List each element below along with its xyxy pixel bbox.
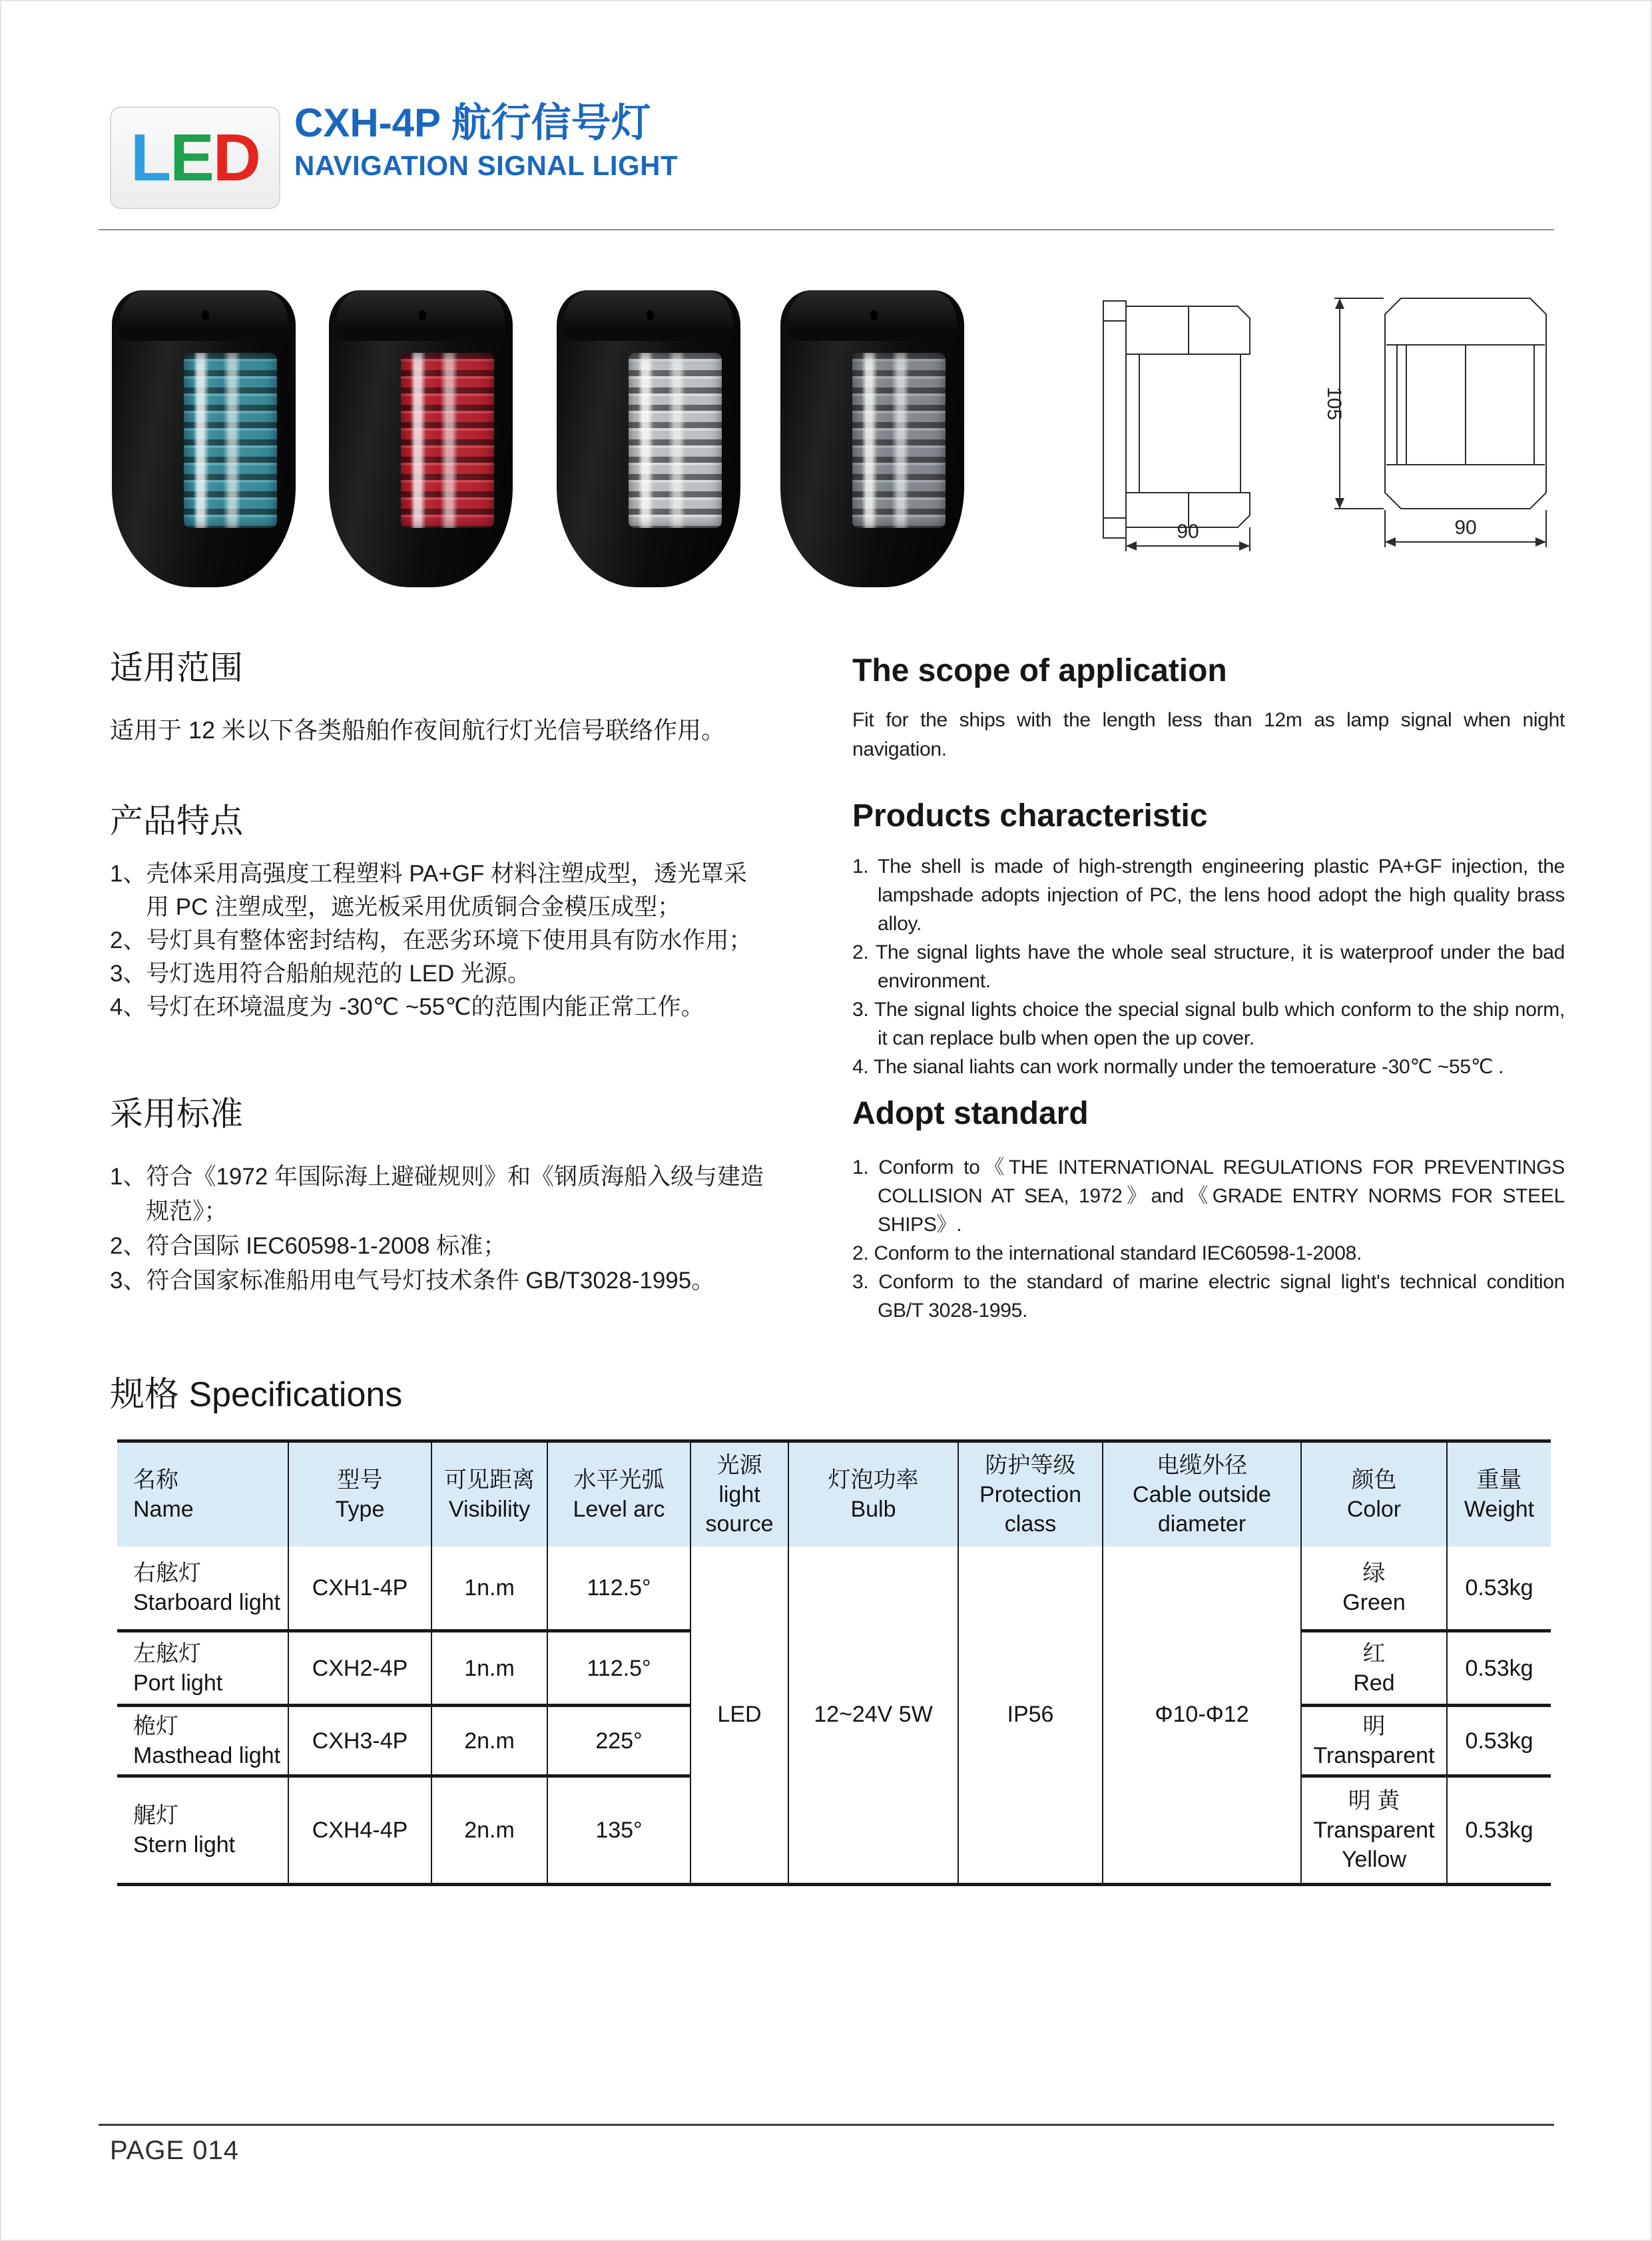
- features-en-list: [852, 852, 1565, 1081]
- cell-visibility: 2n.m: [431, 1706, 547, 1776]
- front-height-dimension-label: 105: [1323, 386, 1345, 421]
- section-title: The scope of application: [852, 653, 1227, 688]
- standards-cn-list: [110, 1160, 766, 1298]
- cell-name: 桅灯 Masthead light: [117, 1706, 288, 1776]
- table-header-row: [117, 1441, 1551, 1547]
- footer-divider: [99, 2124, 1554, 2126]
- section-title: Products characteristic: [852, 798, 1208, 834]
- cell-visibility: 2n.m: [431, 1776, 547, 1885]
- section-features-cn: [110, 802, 766, 841]
- cell-color: 明 Transparent: [1301, 1706, 1447, 1776]
- cell-name: 艉灯 Stern light: [117, 1776, 288, 1885]
- led-logo: [110, 107, 280, 209]
- logo-letter-l: L: [130, 120, 170, 195]
- cell-cable-diameter: Φ10-Φ12: [1103, 1547, 1301, 1885]
- transparent-lens: [629, 353, 722, 528]
- section-features-en: [852, 798, 1565, 834]
- dimension-drawing-front-view: [1305, 286, 1558, 559]
- cell-weight: 0.53kg: [1447, 1706, 1551, 1776]
- section-title: 产品特点: [110, 802, 243, 840]
- cell-color: 明 黄 Transparent Yellow: [1301, 1776, 1447, 1885]
- cell-type: CXH3-4P: [288, 1706, 431, 1776]
- cell-name: 右舷灯 Starboard light: [117, 1547, 288, 1631]
- list-item: 1、符合《1972 年国际海上避碰规则》和《钢质海船入级与建造规范》；: [110, 1164, 764, 1224]
- green-lens: [184, 353, 278, 528]
- list-item: 1. Conform to《THE INTERNATIONAL REGULATIONS FOR PREVENTINGS COLLISION AT SEA, 1972》and《GRADE ENTRY NORMS FOR STEEL SHIPS》.: [852, 1156, 1565, 1236]
- red-lens: [401, 353, 495, 528]
- cell-bulb: 12~24V 5W: [788, 1547, 958, 1885]
- cell-weight: 0.53kg: [1447, 1631, 1551, 1706]
- stern-lamp-photo: [780, 290, 964, 587]
- list-item: 3. The signal lights choice the special signal bulb which conform to the ship norm, it can replace bulb when open the up cover.: [852, 999, 1565, 1049]
- list-item: 4. The sianal liahts can work normally under the temoerature -30℃ ~55℃ .: [852, 1056, 1504, 1078]
- scope-cn-body: 适用于 12 米以下各类船舶作夜间航行灯光信号联络作用。: [110, 716, 726, 744]
- side-width-dimension-label: 90: [1177, 521, 1199, 543]
- column-header-protection-class: 防护等级 Protection class: [958, 1441, 1103, 1547]
- column-header-color: 颜色 Color: [1301, 1441, 1447, 1547]
- column-header-weight: 重量 Weight: [1447, 1441, 1551, 1547]
- dimension-drawing-side-view: [1095, 293, 1282, 559]
- list-item: 1、壳体采用高强度工程塑料 PA+GF 材料注塑成型，透光罩采用 PC 注塑成型，遮光板采用优质铜合金模压成型；: [110, 861, 748, 920]
- column-header-light-source: 光源 light source: [690, 1441, 788, 1547]
- cell-type: CXH1-4P: [288, 1547, 431, 1631]
- masthead-lamp-photo: [557, 290, 740, 587]
- cell-level-arc: 112.5°: [547, 1631, 690, 1706]
- page-title: CXH-4P 航行信号灯: [294, 101, 651, 145]
- page-number: PAGE 014: [110, 2136, 240, 2165]
- column-header-type: 型号 Type: [288, 1441, 431, 1547]
- list-item: 4、号灯在环境温度为 -30℃ ~55℃的范围内能正常工作。: [110, 994, 704, 1020]
- cell-level-arc: 112.5°: [547, 1547, 690, 1631]
- features-cn-list: [110, 858, 766, 1024]
- list-item: 3、符合国家标准船用电气号灯技术条件 GB/T3028-1995。: [110, 1268, 715, 1294]
- cell-type: CXH2-4P: [288, 1631, 431, 1706]
- section-title: 采用标准: [110, 1095, 243, 1132]
- logo-letter-d: D: [212, 120, 260, 195]
- cell-protection-class: IP56: [958, 1547, 1103, 1885]
- cell-visibility: 1n.m: [431, 1547, 547, 1631]
- list-item: 3. Conform to the standard of marine electric signal light's technical condition GB/T 3028-1995.: [852, 1271, 1565, 1322]
- scope-en-body: Fit for the ships with the length less than 12m as lamp signal when night navigation.: [852, 709, 1565, 760]
- section-scope-cn: [110, 649, 766, 688]
- list-item: 2、号灯具有整体密封结构，在恶劣环境下使用具有防水作用；: [110, 927, 752, 953]
- list-item: 2. The signal lights have the whole seal structure, it is waterproof under the bad environment.: [852, 941, 1565, 992]
- cell-color: 绿 Green: [1301, 1547, 1447, 1631]
- list-item: 1. The shell is made of high-strength engineering plastic PA+GF injection, the lampshade adopts injection of PC, the lens hood adopt the high quality brass alloy.: [852, 856, 1565, 935]
- cell-weight: 0.53kg: [1447, 1547, 1551, 1631]
- section-title: 适用范围: [110, 649, 243, 686]
- cell-level-arc: 135°: [547, 1776, 690, 1885]
- cell-visibility: 1n.m: [431, 1631, 547, 1706]
- header-divider: [99, 229, 1554, 230]
- page-subtitle: NAVIGATION SIGNAL LIGHT: [294, 150, 679, 181]
- column-header-bulb: 灯泡功率 Bulb: [788, 1441, 958, 1547]
- section-scope-en: [852, 652, 1565, 689]
- spec-table: [117, 1439, 1551, 1886]
- section-standards-cn: [110, 1095, 766, 1134]
- port-lamp-photo: [329, 290, 513, 587]
- column-header-cable-diameter: 电缆外径 Cable outside diameter: [1103, 1441, 1301, 1547]
- starboard-lamp-photo: [112, 290, 296, 587]
- section-standards-en: [852, 1095, 1565, 1132]
- list-item: 2、符合国际 IEC60598-1-2008 标准；: [110, 1233, 507, 1259]
- column-header-visibility: 可见距离 Visibility: [431, 1441, 547, 1547]
- cell-weight: 0.53kg: [1447, 1776, 1551, 1885]
- standards-en-list: [852, 1153, 1565, 1325]
- table-row-starboard-light: [117, 1547, 1551, 1631]
- cell-level-arc: 225°: [547, 1706, 690, 1776]
- logo-letter-e: E: [170, 120, 213, 195]
- list-item: 3、号灯选用符合船舶规范的 LED 光源。: [110, 961, 531, 987]
- specifications-heading: 规格 Specifications: [110, 1375, 403, 1414]
- front-width-dimension-label: 90: [1454, 517, 1477, 539]
- header-title-block: [294, 100, 678, 182]
- column-header-name: 名称 Name: [117, 1441, 288, 1547]
- cell-name: 左舷灯 Port light: [117, 1631, 288, 1706]
- cell-light-source: LED: [690, 1547, 788, 1885]
- cell-type: CXH4-4P: [288, 1776, 431, 1885]
- transparent-yellow-lens: [852, 353, 946, 528]
- cell-color: 红 Red: [1301, 1631, 1447, 1706]
- section-title: Adopt standard: [852, 1096, 1089, 1131]
- column-header-level-arc: 水平光弧 Level arc: [547, 1441, 690, 1547]
- list-item: 2. Conform to the international standard IEC60598-1-2008.: [852, 1242, 1362, 1264]
